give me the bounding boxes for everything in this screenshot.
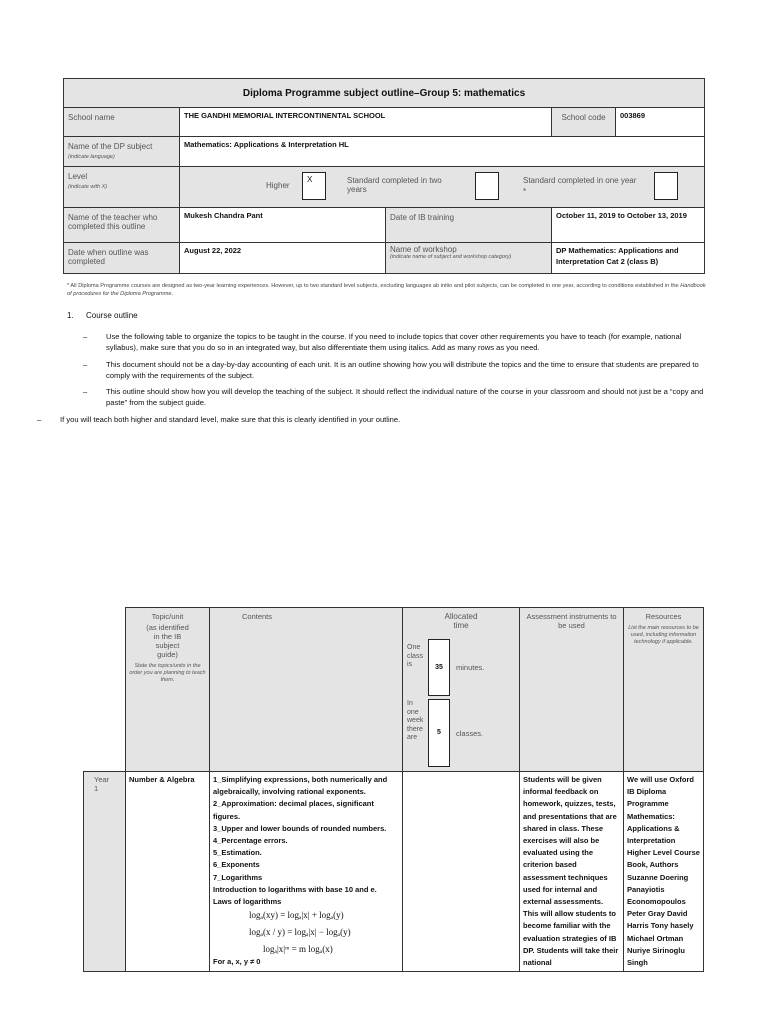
- course-outline-table: [83, 607, 704, 972]
- resources-header-title: Resources: [645, 612, 682, 621]
- topic-header: [126, 608, 210, 772]
- contents-header: Contents: [210, 608, 403, 772]
- footnote: [67, 282, 707, 298]
- classes-per-week-field[interactable]: 5: [428, 699, 450, 767]
- allocated-time-title: Allocated time: [444, 612, 478, 630]
- level-options: [180, 167, 705, 208]
- classes-per-week-unit: classes.: [456, 729, 484, 738]
- teacher-value: Mukesh Chandra Pant: [180, 208, 386, 243]
- document-title: Diploma Programme subject outline–Group 5: mathematics: [64, 79, 705, 108]
- corner-cell: [84, 608, 126, 772]
- instruction-bullet-4: [37, 415, 700, 426]
- dp-subject-label: [64, 137, 180, 167]
- workshop-label: [386, 243, 552, 274]
- resources-cell: We will use Oxford IB Diploma Programme Mathematics: Applications & Interpretation Higher Level Course Book, Authors Suzanne Doering Panayiotis Economopoulos Peter Gray David Harris Tony hasely Michael Ortman Nuriye Sirinoglu Singh: [624, 772, 704, 972]
- school-code-label: School code: [552, 108, 616, 137]
- topic-cell: Number & Algebra: [126, 772, 210, 972]
- contents-line: 7_Logarithms: [213, 872, 263, 882]
- bullet-dash: –: [37, 415, 42, 424]
- bullet-text: This outline should show how you will develop the teaching of the subject. It should reflect the individual nature of the course in your classroom and should not just be a “copy and paste” from the subject guide.: [106, 387, 704, 407]
- topic-header-title: Topic/unit: [151, 612, 184, 621]
- instruction-bullet-2: [83, 360, 706, 381]
- contents-line: 1_Simplifying expressions, both numerically and algebraically, involving rational exponents.: [213, 775, 388, 797]
- contents-line: For a, x, y ≠ 0: [213, 957, 261, 967]
- contents-line: Introduction to logarithms with base 10 and e.: [213, 884, 377, 894]
- standard-two-years-checkbox[interactable]: [475, 172, 499, 200]
- footnote-text: * All Diploma Programme courses are designed as two-year learning experiences. However, up to two standard level subjects, excluding languages ab initio and pilot subjects, can be completed in one year, according to conditions established in the: [67, 283, 681, 289]
- school-name-value: THE GANDHI MEMORIAL INTERCONTINENTAL SCHOOL: [180, 108, 552, 137]
- log-law-power: logₐ|x|ᵐ = m logₐ(x): [263, 944, 333, 955]
- workshop-label-text: Name of workshop: [390, 245, 457, 254]
- resources-header: [624, 608, 704, 772]
- class-length-unit: minutes.: [456, 663, 485, 672]
- bullet-text: Use the following table to organize the topics to be taught in the course. If you need to include topics that cover other requirements you have to teach (for example, national syllabus), make sure that you do so in an integrated way, but also differentiate them using italics. Add as many rows as you need.: [106, 332, 682, 352]
- level-options-area: [180, 167, 704, 207]
- one-class-label: One class is: [407, 644, 423, 668]
- class-length-field[interactable]: 35: [428, 639, 450, 696]
- bullet-text: This document should not be a day-by-day accounting of each unit. It is an outline showing how you will distribute the topics and the time to ensure that students are prepared to comply with the requirements of the subject.: [106, 360, 699, 380]
- workshop-value: DP Mathematics: Applications and Interpretation Cat 2 (class B): [552, 243, 705, 274]
- allocated-time-header: [403, 608, 520, 772]
- instruction-bullet-3: [83, 387, 706, 408]
- subject-outline-header-table: [63, 78, 705, 274]
- ib-training-value: October 11, 2019 to October 13, 2019: [552, 208, 705, 243]
- contents-line: Laws of logarithms: [213, 897, 282, 907]
- dp-subject-label-text: Name of the DP subject: [68, 142, 153, 151]
- instruction-bullet-1: [83, 332, 706, 353]
- bullet-text: If you will teach both higher and standard level, make sure that this is clearly identified in your outline.: [60, 415, 401, 424]
- contents-line: 2_Approximation: decimal places, significant figures.: [213, 799, 374, 821]
- topic-header-note: (as identified in the IB subject guide): [146, 623, 189, 659]
- standard-one-year-asterisk: *: [523, 187, 527, 196]
- section-number: 1.: [67, 311, 74, 320]
- dp-subject-value: Mathematics: Applications & Interpretation HL: [180, 137, 705, 167]
- resources-header-instruction: List the main resources to be used, including information technology if applicable.: [628, 625, 699, 645]
- log-law-product: logₐ(xy) = logₐ|x| + logₐ(y): [249, 910, 344, 921]
- level-label: [64, 167, 180, 208]
- assessment-header: Assessment instruments to be used: [520, 608, 624, 772]
- outline-date-value: August 22, 2022: [180, 243, 386, 274]
- teacher-label: Name of the teacher who completed this outline: [64, 208, 180, 243]
- year-cell: Year 1: [84, 772, 126, 972]
- log-laws: [213, 908, 399, 956]
- ib-training-label: Date of IB training: [386, 208, 552, 243]
- contents-cell: [210, 772, 403, 972]
- bullet-dash: –: [83, 360, 88, 369]
- allocated-time-cell: [403, 772, 520, 972]
- topic-header-instruction: State the topics/units in the order you are planning to teach them.: [129, 663, 206, 683]
- outline-date-label: Date when outline was completed: [64, 243, 180, 274]
- higher-label: Higher: [266, 181, 290, 190]
- standard-two-years-label: Standard completed in two years: [347, 176, 442, 194]
- bullet-dash: –: [83, 332, 88, 341]
- contents-line: 6_Exponents: [213, 860, 260, 870]
- higher-checkbox[interactable]: X: [302, 172, 326, 200]
- bullet-dash: –: [83, 387, 88, 396]
- contents-line: 3_Upper and lower bounds of rounded numbers.: [213, 823, 387, 833]
- contents-line: 5_Estimation.: [213, 848, 262, 858]
- section-heading: [67, 311, 138, 320]
- contents-line: 4_Percentage errors.: [213, 836, 288, 846]
- school-name-label: School name: [64, 108, 180, 137]
- level-label-text: Level: [68, 172, 88, 181]
- standard-one-year-checkbox[interactable]: [654, 172, 678, 200]
- footnote-handbook: Handbook of procedures for the Diploma Programme: [67, 283, 706, 297]
- standard-one-year-label: Standard completed in one year: [523, 176, 637, 185]
- classes-per-week-label: In one week there are: [407, 700, 424, 741]
- footnote-end: .: [171, 291, 174, 297]
- workshop-sublabel: (indicate name of subject and workshop category): [390, 254, 512, 260]
- dp-subject-sublabel: (indicate language): [68, 154, 115, 160]
- log-law-quotient: logₐ(x / y) = logₐ|x| − logₐ(y): [249, 927, 351, 938]
- school-code-value: 003869: [616, 108, 705, 137]
- section-title: Course outline: [86, 311, 138, 320]
- level-sublabel: (indicate with X): [68, 184, 108, 190]
- assessment-cell: Students will be given informal feedback on homework, quizzes, tests, and presentations that are shared in class. These exercises will also be evaluated using the criterion based assessment techniques used for internal and external assessments. This will allow students to become familiar with the evaluation strategies of IB DP. Students will take their national: [520, 772, 624, 972]
